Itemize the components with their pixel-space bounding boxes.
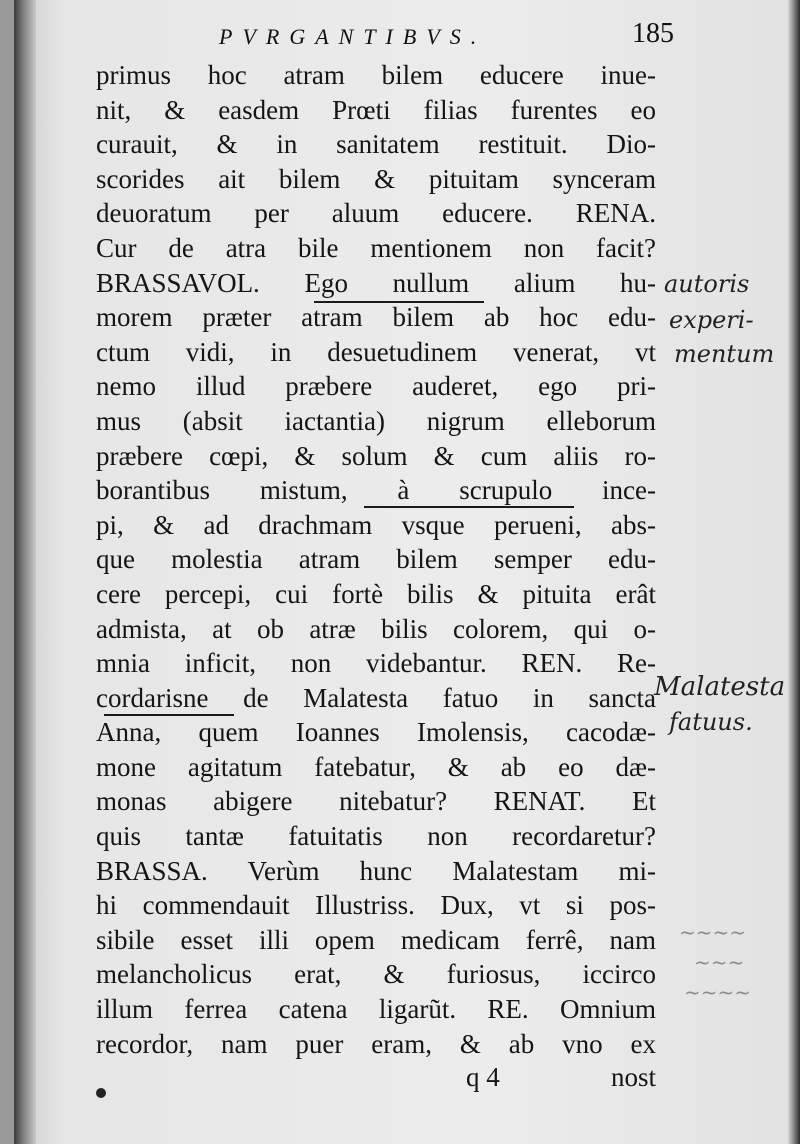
text-line: BRASSA. Verùm hunc Malatestam mi- — [96, 855, 656, 886]
running-head: PVRGANTIBVS. — [219, 24, 487, 49]
faded-marginalia: ~~~ — [694, 950, 745, 974]
ink-underline — [364, 506, 574, 508]
page-right-edge — [788, 0, 800, 1144]
text-line: mone agitatum fatebatur, & ab eo dæ- — [96, 751, 656, 782]
signature-mark: q 4 — [466, 1062, 500, 1092]
text-line: mus (absit iactantia) nigrum elleborum — [96, 405, 656, 436]
text-block — [96, 58, 656, 1061]
margin-note: autoris — [664, 270, 750, 298]
text-line: deuoratum per aluum educere. RENA. — [96, 198, 656, 229]
text-line: cere percepi, cui fortè bilis & pituita erât — [96, 578, 656, 609]
text-line: que molestia atram bilem semper edu- — [96, 544, 656, 575]
margin-note: mentum — [674, 340, 775, 368]
margin-note: Malatesta — [654, 672, 786, 702]
text-line: Cur de atra bile mentionem non facit? — [96, 232, 656, 263]
text-line: illum ferrea catena ligarũt. RE. Omnium — [96, 994, 656, 1025]
text-line: curauit, & in sanitatem restituit. Dio- — [96, 129, 656, 160]
text-line: morem præter atram bilem ab hoc edu- — [96, 302, 656, 333]
text-line: primus hoc atram bilem educere inue- — [96, 60, 656, 90]
faded-marginalia: ~~~~ — [684, 980, 752, 1004]
text-line: Anna, quem Ioannes Imolensis, cacodæ- — [96, 717, 656, 748]
text-line: melancholicus erat, & furiosus, iccirco — [96, 959, 656, 990]
text-line: nemo illud præbere auderet, ego pri- — [96, 371, 656, 402]
text-line: quis tantæ fatuitatis non recordaretur? — [96, 821, 656, 852]
text-line: scorides ait bilem & pituitam synceram — [96, 163, 656, 194]
text-line: cordarisne de Malatesta fatuo in sancta — [96, 682, 656, 713]
page-gutter — [14, 0, 36, 1144]
text-line: hi commendauit Illustriss. Dux, vt si pos- — [96, 890, 656, 921]
text-line: BRASSAVOL. Ego nullum alium hu- — [96, 267, 656, 298]
margin-note: experi- — [669, 306, 754, 334]
catchword: nost — [610, 1062, 656, 1092]
page-footer — [96, 1062, 656, 1098]
text-line: recordor, nam puer eram, & ab vno ex — [96, 1028, 656, 1059]
text-line: sibile esset illi opem medicam ferrê, nam — [96, 924, 656, 955]
text-line: nit, & easdem Prœti filias furentes eo — [96, 94, 656, 125]
page-number: 185 — [632, 18, 674, 49]
ink-underline — [314, 301, 484, 303]
text-line: mnia inficit, non videbantur. REN. Re- — [96, 648, 656, 679]
faded-marginalia: ~~~~ — [679, 920, 747, 944]
margin-note: fatuus. — [669, 708, 753, 736]
page-header — [219, 18, 674, 58]
text-line: borantibus mistum, à scrupulo ince- — [96, 475, 656, 506]
text-line: pi, & ad drachmam vsque perueni, abs- — [96, 509, 656, 540]
text-line: ctum vidi, in desuetudinem venerat, vt — [96, 336, 656, 367]
ink-dot — [96, 1088, 106, 1098]
text-line: monas abigere nitebatur? RENAT. Et — [96, 786, 656, 817]
text-line: præbere cœpi, & solum & cum aliis ro- — [96, 440, 656, 471]
book-page — [14, 0, 800, 1144]
ink-underline — [104, 714, 234, 716]
text-line: admista, at ob atræ bilis colorem, qui o- — [96, 613, 656, 644]
